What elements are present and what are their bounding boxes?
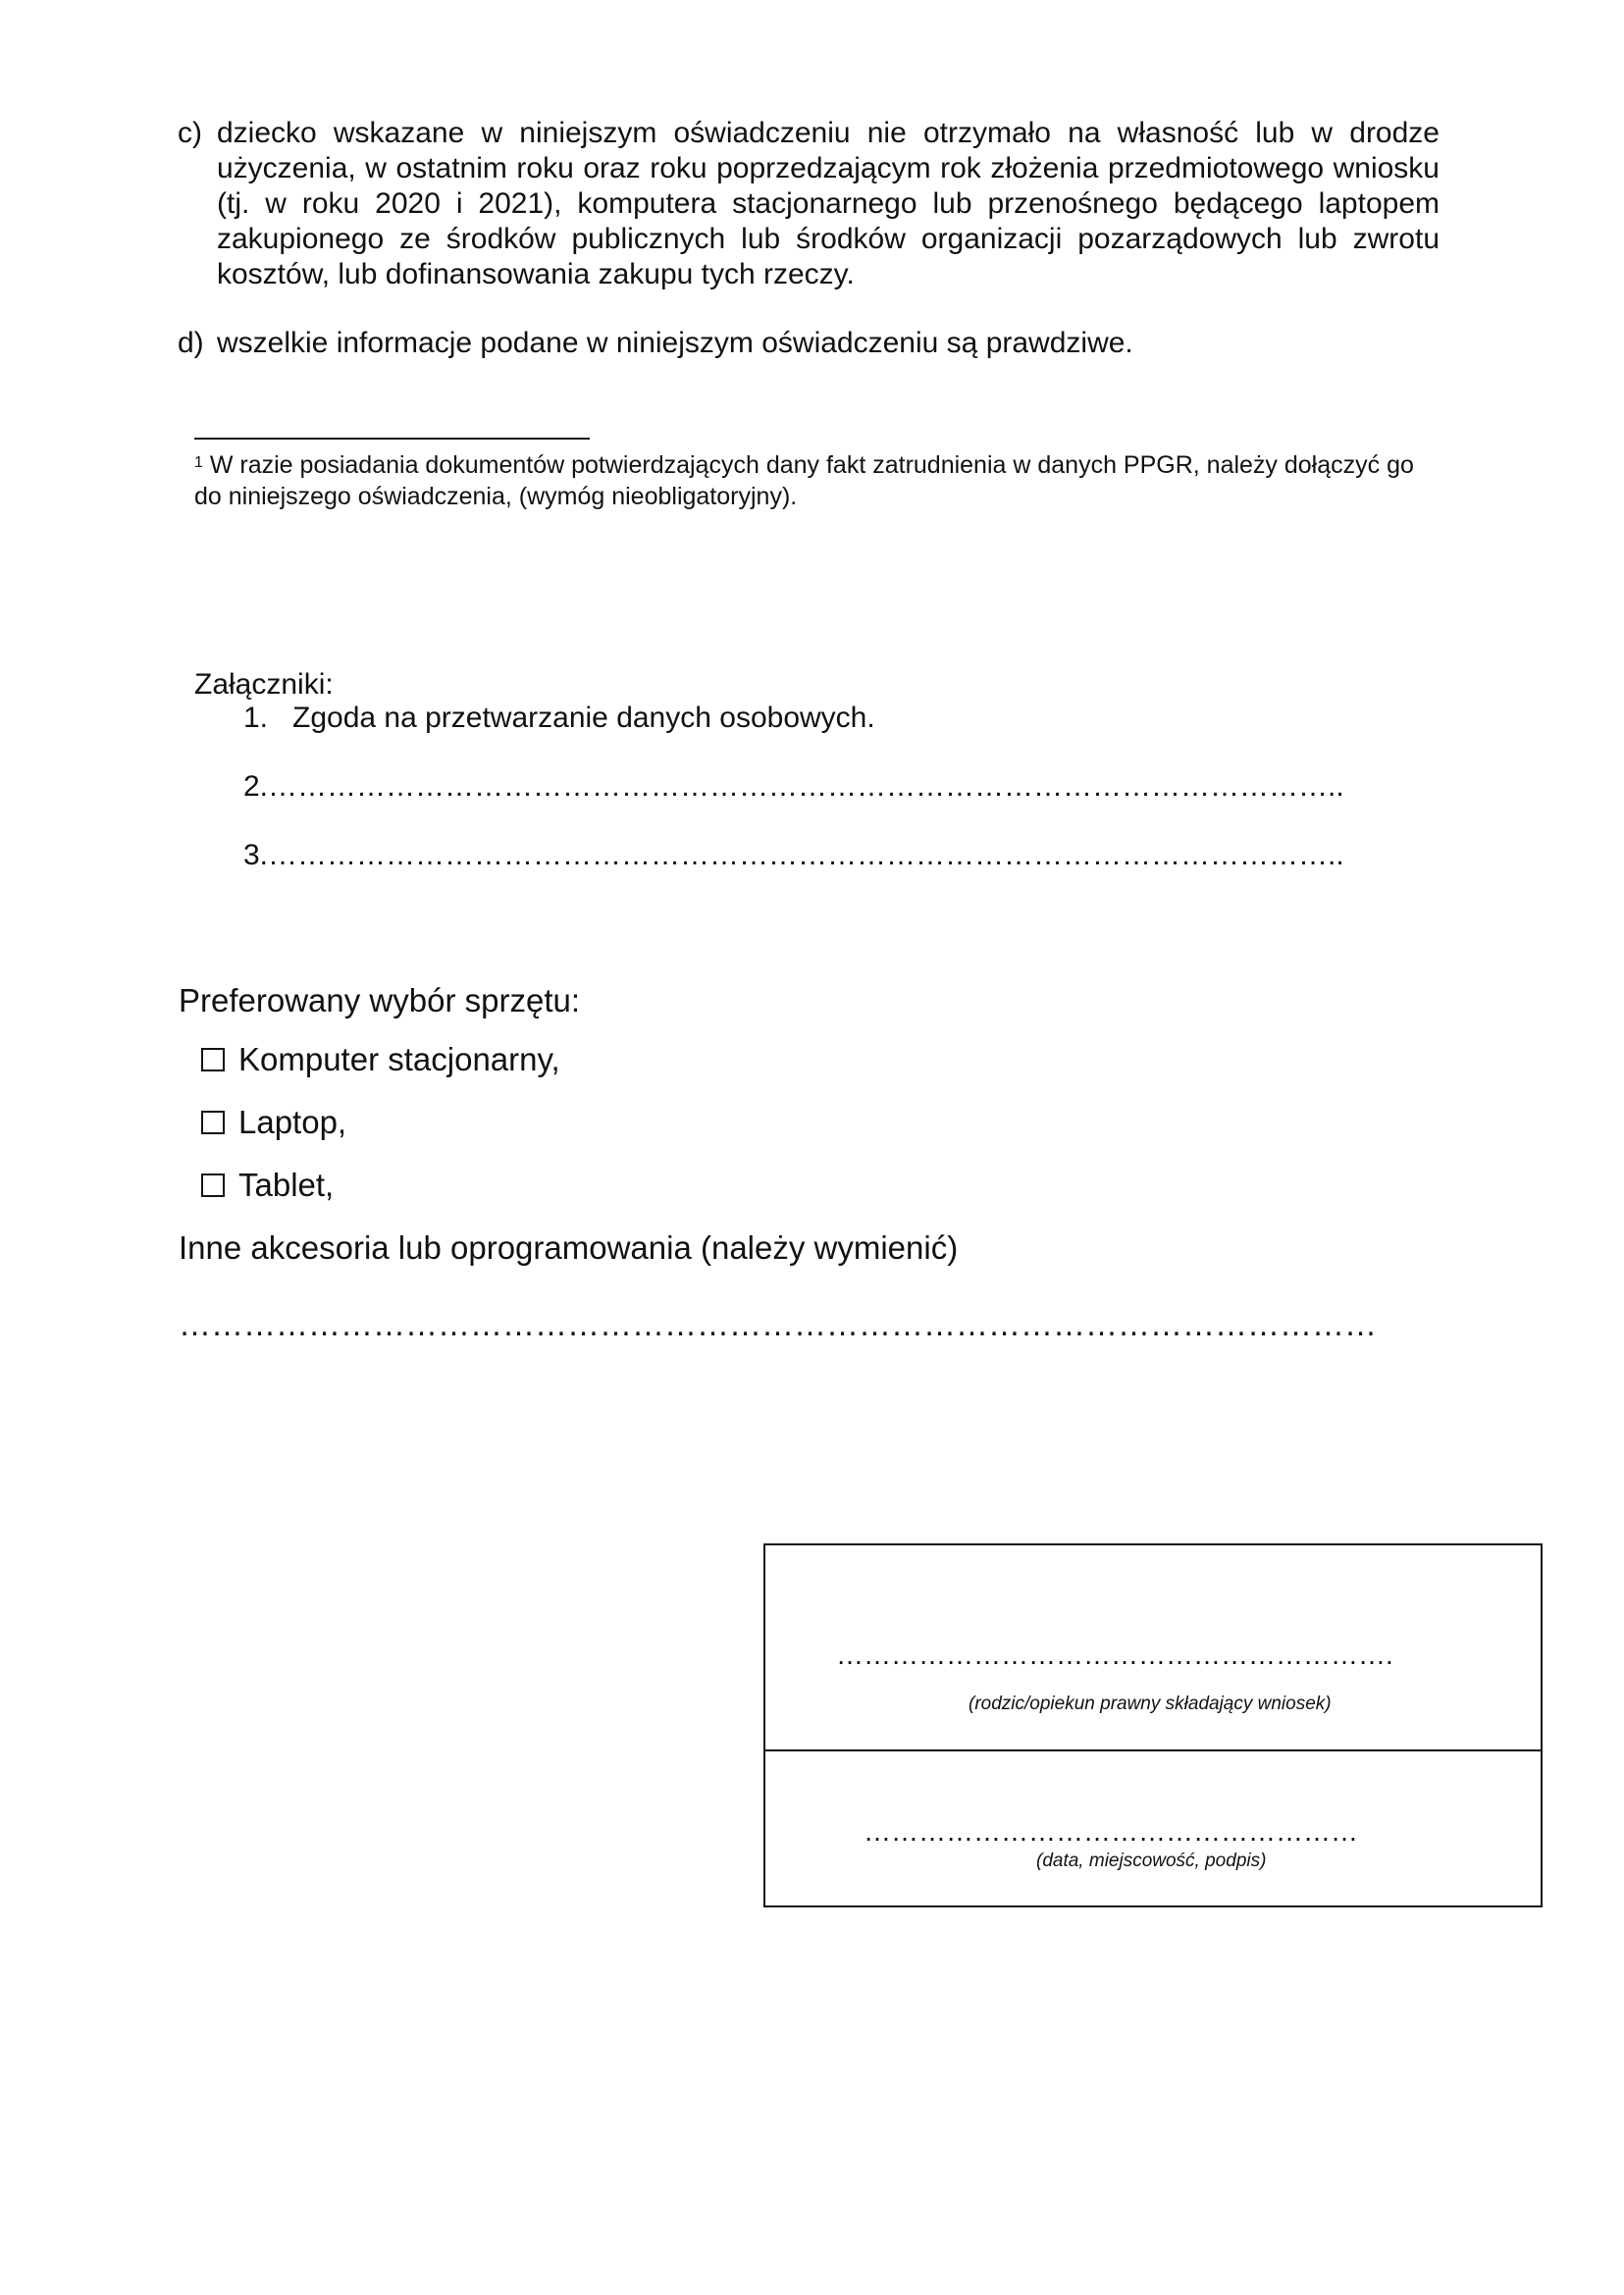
option-desktop[interactable] — [201, 1040, 560, 1079]
other-accessories-field[interactable]: ………………………………………………………………………………………………… — [179, 1306, 1377, 1342]
other-accessories-heading: Inne akcesoria lub oprogramowania (należy wymienić) — [179, 1229, 959, 1266]
checkbox-desktop[interactable] — [201, 1048, 225, 1071]
option-label: Komputer stacjonarny, — [238, 1041, 560, 1077]
attachment-number: 3. — [243, 839, 269, 871]
applicant-signature-label: (rodzic/opiekun prawny składający wniosek) — [969, 1694, 1332, 1714]
option-label: Laptop, — [238, 1104, 347, 1140]
attachments-heading: Załączniki: — [194, 668, 334, 701]
option-label: Tablet, — [238, 1167, 335, 1203]
signature-box — [763, 1543, 1543, 1907]
footnote — [194, 449, 1431, 512]
attachment-item[interactable] — [243, 769, 1344, 805]
option-tablet[interactable] — [201, 1166, 334, 1205]
declaration-text: dziecko wskazane w niniejszym oświadczeniu nie otrzymało na własność lub w drodze użyczenia, w ostatnim roku oraz roku poprzedzającym rok złożenia przedmiotowego wniosku (tj. w roku 2020 i 2021), komputera stacjonarnego lub przenośnego będącego laptopem zakupionego ze środków publicznych lub środków organizacji pozarządowych lub zwrotu kosztów, lub dofinansowania zakupu tych rzeczy. — [217, 117, 1440, 290]
signature-divider — [765, 1749, 1541, 1751]
attachment-item — [243, 701, 875, 736]
declaration-marker: d) — [178, 327, 204, 359]
date-place-signature-label: (data, miejscowość, podpis) — [1036, 1851, 1267, 1871]
footnote-text: W razie posiadania dokumentów potwierdzających dany fakt zatrudnienia w danych PPGR, należy dołączyć go do niniejszego oświadczenia, (wymóg nieobligatoryjny). — [194, 451, 1414, 510]
attachment-text: Zgoda na przetwarzanie danych osobowych. — [292, 702, 875, 734]
declaration-text: wszelkie informacje podane w niniejszym oświadczeniu są prawdziwe. — [217, 327, 1133, 359]
declaration-marker: c) — [178, 117, 202, 149]
attachment-blank-line[interactable]: ……………………………………………………………………………………………….. — [268, 839, 1344, 871]
checkbox-laptop[interactable] — [201, 1111, 225, 1134]
equipment-heading: Preferowany wybór sprzętu: — [179, 982, 581, 1018]
attachment-blank-line[interactable]: ……………………………………………………………………………………………….. — [268, 770, 1344, 803]
date-place-signature-line[interactable]: ……………………………………………… — [864, 1816, 1358, 1847]
attachment-number: 2. — [243, 770, 269, 803]
declaration-c — [178, 116, 1440, 292]
declaration-d — [178, 326, 1440, 361]
footnote-divider — [194, 438, 590, 440]
footnote-number: 1 — [194, 454, 203, 471]
option-laptop[interactable] — [201, 1103, 346, 1142]
applicant-signature-line[interactable]: ……………………………………………………. — [836, 1640, 1393, 1670]
attachment-number: 1. — [243, 702, 269, 734]
attachment-item[interactable] — [243, 838, 1344, 873]
checkbox-tablet[interactable] — [201, 1174, 225, 1197]
